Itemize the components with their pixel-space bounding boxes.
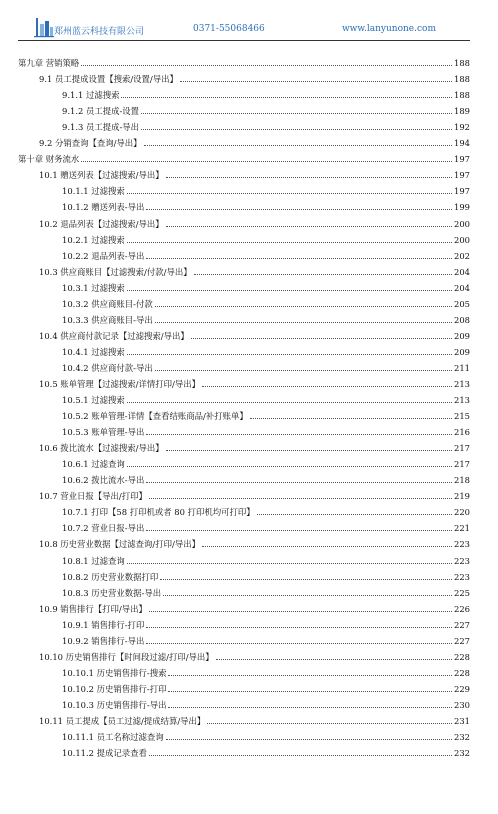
toc-dot-leader bbox=[155, 322, 452, 323]
toc-page-number: 194 bbox=[454, 138, 470, 149]
toc-dot-leader bbox=[81, 161, 452, 162]
toc-subsection[interactable] bbox=[18, 85, 470, 101]
toc-dot-leader bbox=[191, 338, 452, 339]
toc-subsection[interactable] bbox=[18, 278, 470, 294]
toc-dot-leader bbox=[144, 145, 452, 146]
toc-entry-title: 10.7.1 打印【58 打印机或者 80 打印机均可打印】 bbox=[62, 507, 255, 518]
toc-dot-leader bbox=[146, 530, 452, 531]
toc-dot-leader bbox=[202, 546, 452, 547]
toc-dot-leader bbox=[180, 81, 452, 82]
toc-section[interactable] bbox=[18, 438, 470, 454]
toc-subsection[interactable] bbox=[18, 550, 470, 566]
toc-subsection[interactable] bbox=[18, 518, 470, 534]
toc-dot-leader bbox=[163, 595, 452, 596]
toc-subsection[interactable] bbox=[18, 695, 470, 711]
toc-entry-title: 9.2 分销查询【查询/导出】 bbox=[39, 138, 142, 149]
toc-dot-leader bbox=[160, 579, 452, 580]
toc-subsection[interactable] bbox=[18, 406, 470, 422]
toc-dot-leader bbox=[146, 643, 452, 644]
toc-dot-leader bbox=[166, 450, 452, 451]
toc-entry-title: 10.1 赠送列表【过滤搜索/导出】 bbox=[39, 170, 164, 181]
toc-page-number: 197 bbox=[454, 170, 470, 181]
toc-page-number: 189 bbox=[454, 106, 470, 117]
header-divider bbox=[18, 40, 470, 41]
toc-entry-title: 10.7.2 营业日报-导出 bbox=[62, 523, 145, 534]
table-of-contents bbox=[18, 53, 470, 759]
toc-page-number: 217 bbox=[454, 459, 470, 470]
page-header bbox=[18, 8, 470, 40]
toc-page-number: 228 bbox=[454, 651, 470, 662]
toc-entry-title: 10.5.3 账单管理-导出 bbox=[62, 427, 145, 438]
toc-subsection[interactable] bbox=[18, 117, 470, 133]
toc-subsection[interactable] bbox=[18, 294, 470, 310]
toc-page-number: 199 bbox=[454, 202, 470, 213]
toc-dot-leader bbox=[149, 611, 452, 612]
toc-entry-title: 10.4 供应商付款记录【过滤搜索/导出】 bbox=[39, 330, 189, 341]
toc-subsection[interactable] bbox=[18, 679, 470, 695]
toc-section[interactable] bbox=[18, 647, 470, 663]
toc-page-number: 197 bbox=[454, 154, 470, 165]
toc-entry-title: 10.7 营业日报【导出/打印】 bbox=[39, 491, 147, 502]
toc-page-number: 221 bbox=[454, 523, 470, 534]
toc-dot-leader bbox=[250, 418, 452, 419]
toc-entry-title: 第九章 营销策略 bbox=[18, 58, 80, 69]
toc-section[interactable] bbox=[18, 326, 470, 342]
toc-entry-title: 10.10.2 历史销售排行-打印 bbox=[62, 683, 167, 694]
toc-page-number: 229 bbox=[454, 683, 470, 694]
toc-page-number: 211 bbox=[454, 362, 470, 373]
toc-dot-leader bbox=[127, 563, 452, 564]
toc-dot-leader bbox=[155, 306, 452, 307]
toc-dot-leader bbox=[81, 65, 452, 66]
toc-section[interactable] bbox=[18, 599, 470, 615]
toc-entry-title: 10.6 拨比流水【过滤搜索/导出】 bbox=[39, 443, 164, 454]
toc-dot-leader bbox=[127, 193, 452, 194]
toc-subsection[interactable] bbox=[18, 230, 470, 246]
toc-subsection[interactable] bbox=[18, 358, 470, 374]
toc-dot-leader bbox=[127, 290, 452, 291]
toc-page-number: 232 bbox=[454, 748, 470, 759]
toc-entry-title: 10.11 员工提成【员工过滤/提成结算/导出】 bbox=[39, 715, 206, 726]
toc-chapter[interactable] bbox=[18, 149, 470, 165]
toc-entry-title: 10.10.1 历史销售排行-搜索 bbox=[62, 667, 167, 678]
building-logo-icon bbox=[34, 14, 54, 38]
toc-dot-leader bbox=[146, 258, 452, 259]
company-name: 郑州蓝云科技有限公司 bbox=[54, 27, 145, 37]
toc-dot-leader bbox=[127, 242, 452, 243]
toc-chapter[interactable] bbox=[18, 53, 470, 69]
toc-entry-title: 10.9.1 销售排行-打印 bbox=[62, 619, 145, 630]
toc-page-number: 204 bbox=[454, 282, 470, 293]
toc-page-number: 204 bbox=[454, 266, 470, 277]
toc-page-number: 217 bbox=[454, 443, 470, 454]
toc-subsection[interactable] bbox=[18, 583, 470, 599]
toc-section[interactable] bbox=[18, 486, 470, 502]
toc-section[interactable] bbox=[18, 711, 470, 727]
toc-entry-title: 第十章 财务流水 bbox=[18, 154, 80, 165]
toc-dot-leader bbox=[121, 97, 452, 98]
toc-section[interactable] bbox=[18, 374, 470, 390]
toc-section[interactable] bbox=[18, 213, 470, 229]
toc-page-number: 228 bbox=[454, 667, 470, 678]
toc-dot-leader bbox=[146, 482, 452, 483]
toc-entry-title: 10.5.1 过滤搜索 bbox=[62, 395, 125, 406]
toc-entry-title: 10.9.2 销售排行-导出 bbox=[62, 635, 145, 646]
toc-entry-title: 10.4.1 过滤搜索 bbox=[62, 346, 125, 357]
toc-entry-title: 10.10 历史销售排行【时间段过滤/打印/导出】 bbox=[39, 651, 214, 662]
toc-entry-title: 10.5 账单管理【过滤搜索/详情打印/导出】 bbox=[39, 378, 200, 389]
toc-subsection[interactable] bbox=[18, 502, 470, 518]
toc-page-number: 227 bbox=[454, 635, 470, 646]
toc-page-number: 225 bbox=[454, 587, 470, 598]
toc-dot-leader bbox=[168, 707, 452, 708]
toc-dot-leader bbox=[207, 723, 452, 724]
toc-entry-title: 9.1.3 员工提成-导出 bbox=[62, 122, 140, 133]
toc-entry-title: 10.1.1 过滤搜索 bbox=[62, 186, 125, 197]
toc-dot-leader bbox=[168, 675, 452, 676]
toc-page-number: 197 bbox=[454, 186, 470, 197]
toc-section[interactable] bbox=[18, 69, 470, 85]
toc-page-number: 226 bbox=[454, 603, 470, 614]
toc-page-number: 208 bbox=[454, 314, 470, 325]
toc-entry-title: 10.6.2 拨比流水-导出 bbox=[62, 475, 145, 486]
toc-page-number: 227 bbox=[454, 619, 470, 630]
toc-dot-leader bbox=[168, 691, 452, 692]
toc-subsection[interactable] bbox=[18, 470, 470, 486]
toc-entry-title: 10.8.1 过滤查询 bbox=[62, 555, 125, 566]
toc-subsection[interactable] bbox=[18, 181, 470, 197]
toc-dot-leader bbox=[216, 659, 452, 660]
toc-page-number: 230 bbox=[454, 699, 470, 710]
toc-page-number: 223 bbox=[454, 555, 470, 566]
toc-subsection[interactable] bbox=[18, 310, 470, 326]
toc-page-number: 209 bbox=[454, 330, 470, 341]
toc-page-number: 223 bbox=[454, 539, 470, 550]
toc-section[interactable] bbox=[18, 534, 470, 550]
toc-page-number: 200 bbox=[454, 218, 470, 229]
toc-entry-title: 10.3 供应商账目【过滤搜索/付款/导出】 bbox=[39, 266, 192, 277]
toc-entry-title: 10.2.1 过滤搜索 bbox=[62, 234, 125, 245]
toc-page-number: 188 bbox=[454, 58, 470, 69]
toc-subsection[interactable] bbox=[18, 101, 470, 117]
toc-page-number: 213 bbox=[454, 395, 470, 406]
toc-entry-title: 10.8 历史营业数据【过滤查询/打印/导出】 bbox=[39, 539, 200, 550]
toc-subsection[interactable] bbox=[18, 342, 470, 358]
toc-dot-leader bbox=[149, 755, 452, 756]
toc-entry-title: 10.3.3 供应商账目-导出 bbox=[62, 314, 153, 325]
phone-number: 0371-55068466 bbox=[193, 24, 265, 34]
website-url: www.lanyunone.com bbox=[341, 24, 436, 34]
toc-entry-title: 9.1 员工提成设置【搜索/设置/导出】 bbox=[39, 74, 178, 85]
toc-entry-title: 10.1.2 赠送列表-导出 bbox=[62, 202, 145, 213]
toc-page-number: 200 bbox=[454, 234, 470, 245]
toc-dot-leader bbox=[146, 434, 452, 435]
toc-subsection[interactable] bbox=[18, 631, 470, 647]
toc-subsection[interactable] bbox=[18, 454, 470, 470]
toc-page-number: 209 bbox=[454, 346, 470, 357]
toc-entry-title: 10.10.3 历史销售排行-导出 bbox=[62, 699, 167, 710]
toc-dot-leader bbox=[127, 354, 452, 355]
toc-subsection[interactable] bbox=[18, 743, 470, 759]
toc-entry-title: 10.11.1 员工名称过滤查询 bbox=[62, 732, 164, 743]
toc-dot-leader bbox=[166, 177, 452, 178]
toc-entry-title: 10.8.2 历史营业数据打印 bbox=[62, 571, 159, 582]
toc-entry-title: 10.2.2 退品列表-导出 bbox=[62, 250, 145, 261]
toc-entry-title: 10.11.2 提成记录查看 bbox=[62, 748, 147, 759]
toc-entry-title: 10.9 销售排行【打印/导出】 bbox=[39, 603, 147, 614]
toc-entry-title: 10.8.3 历史营业数据-导出 bbox=[62, 587, 162, 598]
toc-section[interactable] bbox=[18, 133, 470, 149]
toc-page-number: 216 bbox=[454, 427, 470, 438]
toc-entry-title: 10.5.2 账单管理-详情【查看结账商品/补打账单】 bbox=[62, 411, 248, 422]
toc-subsection[interactable] bbox=[18, 663, 470, 679]
toc-dot-leader bbox=[166, 739, 452, 740]
toc-page-number: 192 bbox=[454, 122, 470, 133]
toc-page-number: 223 bbox=[454, 571, 470, 582]
toc-dot-leader bbox=[166, 226, 452, 227]
toc-page-number: 232 bbox=[454, 732, 470, 743]
toc-subsection[interactable] bbox=[18, 567, 470, 583]
toc-section[interactable] bbox=[18, 262, 470, 278]
toc-subsection[interactable] bbox=[18, 246, 470, 262]
toc-page-number: 205 bbox=[454, 298, 470, 309]
toc-page-number: 220 bbox=[454, 507, 470, 518]
toc-entry-title: 9.1.2 员工提成-设置 bbox=[62, 106, 140, 117]
toc-dot-leader bbox=[146, 209, 452, 210]
toc-dot-leader bbox=[141, 113, 452, 114]
toc-page-number: 188 bbox=[454, 90, 470, 101]
toc-dot-leader bbox=[127, 402, 452, 403]
toc-entry-title: 10.2 退品列表【过滤搜索/导出】 bbox=[39, 218, 164, 229]
toc-entry-title: 10.6.1 过滤查询 bbox=[62, 459, 125, 470]
toc-page-number: 218 bbox=[454, 475, 470, 486]
toc-subsection[interactable] bbox=[18, 390, 470, 406]
toc-entry-title: 10.4.2 供应商付款-导出 bbox=[62, 362, 153, 373]
toc-entry-title: 10.3.2 供应商账目-付款 bbox=[62, 298, 153, 309]
toc-page-number: 202 bbox=[454, 250, 470, 261]
toc-dot-leader bbox=[194, 274, 452, 275]
toc-dot-leader bbox=[141, 129, 452, 130]
toc-dot-leader bbox=[155, 370, 452, 371]
toc-entry-title: 9.1.1 过滤搜索 bbox=[62, 90, 120, 101]
toc-dot-leader bbox=[149, 498, 452, 499]
toc-section[interactable] bbox=[18, 165, 470, 181]
toc-subsection[interactable] bbox=[18, 197, 470, 213]
toc-page-number: 231 bbox=[454, 715, 470, 726]
toc-dot-leader bbox=[257, 514, 452, 515]
toc-subsection[interactable] bbox=[18, 727, 470, 743]
toc-subsection[interactable] bbox=[18, 422, 470, 438]
toc-subsection[interactable] bbox=[18, 615, 470, 631]
toc-dot-leader bbox=[127, 466, 452, 467]
toc-dot-leader bbox=[202, 386, 452, 387]
toc-page-number: 213 bbox=[454, 378, 470, 389]
toc-page-number: 219 bbox=[454, 491, 470, 502]
toc-entry-title: 10.3.1 过滤搜索 bbox=[62, 282, 125, 293]
toc-page-number: 215 bbox=[454, 411, 470, 422]
toc-page-number: 188 bbox=[454, 74, 470, 85]
toc-dot-leader bbox=[146, 627, 452, 628]
